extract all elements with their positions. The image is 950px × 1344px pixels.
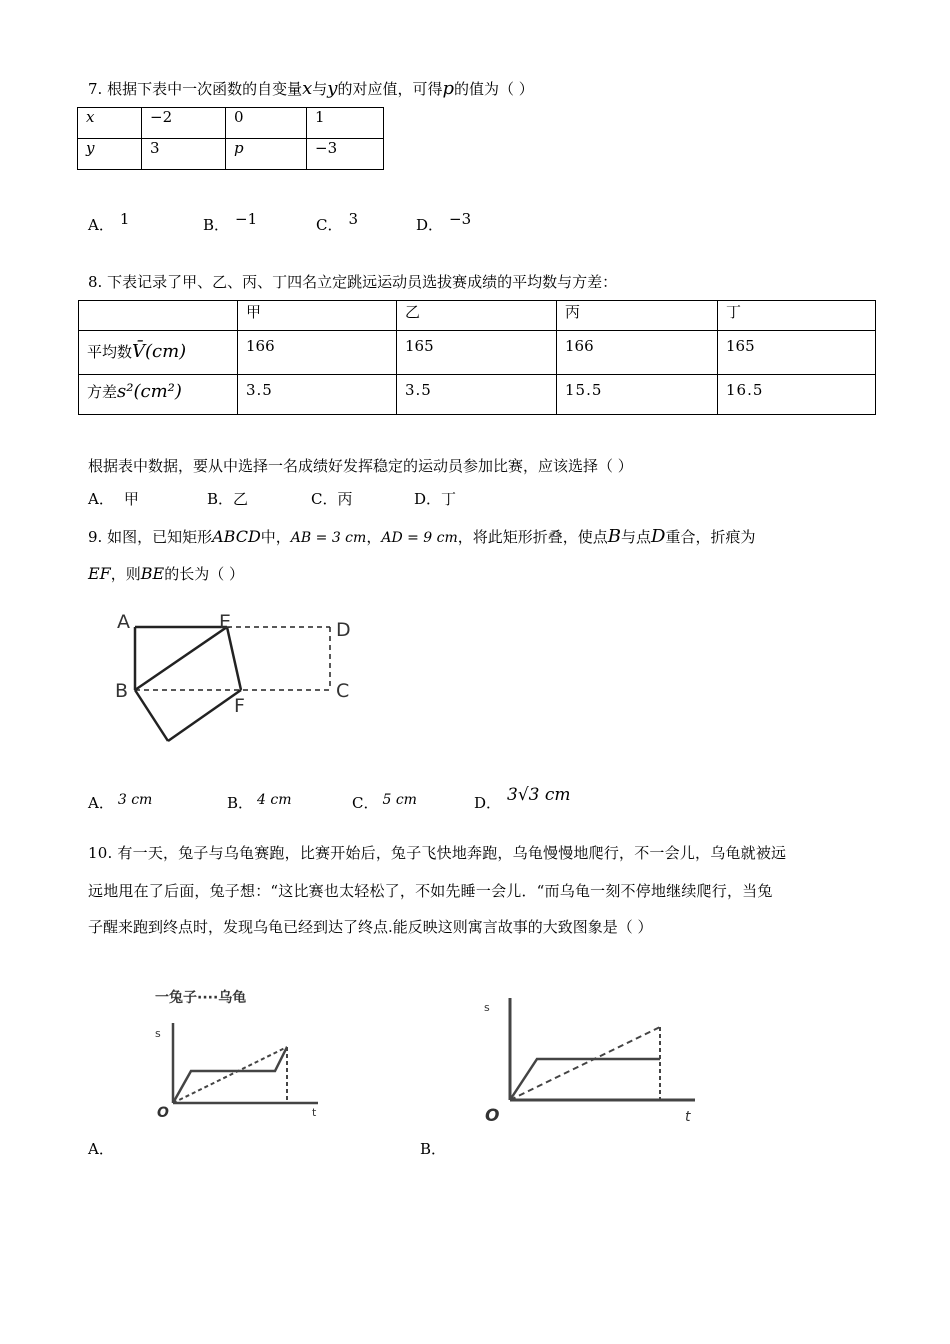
axis-s-label: s [155,1027,161,1040]
q9-option-c[interactable]: C． 5 cm [352,792,417,812]
q9-stem-line2: EF，则BE的长为（ ） [88,564,245,583]
edge-folded-1 [135,690,168,741]
q8-header: 乙 [397,301,557,331]
q8-var-cell: 16.5 [718,375,876,415]
q8-header: 甲 [238,301,397,331]
q9-stem-line1: 9. 如图，已知矩形ABCD中，AB = 3 cm，AD = 9 cm，将此矩形折叠，使点B与点D重合，折痕为 [88,526,756,547]
q9-option-d[interactable]: D． 3√3 cm [474,785,571,812]
q8-row-label: 方差s²(cm²) [79,375,238,415]
q10-stem-line1: 10. 有一天，兔子与乌龟赛跑，比赛开始后，兔子飞快地奔跑，乌龟慢慢地爬行，不一会儿，乌龟就被远 [88,844,787,862]
var-x: x [302,78,313,99]
q7-cell: 0 [226,108,307,139]
label-c: C [336,680,350,702]
q8-mean-cell: 165 [718,331,876,375]
q10-stem-line3: 子醒来跑到终点时，发现乌龟已经到达了终点.能反映这则寓言故事的大致图象是（ ） [88,918,653,936]
q8-question: 根据表中数据，要从中选择一名成绩好发挥稳定的运动员参加比赛，应该选择（ ） [88,457,633,475]
q9-option-a[interactable]: A． 3 cm [88,792,153,812]
q7-option-b[interactable]: B． −1 [203,210,258,234]
edge-be [135,627,227,690]
q7-cell: p [226,139,307,170]
q7-cell: −3 [307,139,384,170]
q7-option-a[interactable]: A． 1 [88,210,130,234]
q10-graph-b [475,990,705,1135]
hare-line [510,1059,660,1100]
q8-stem: 8. 下表记录了甲、乙、丙、丁四名立定跳远运动员选拔赛成绩的平均数与方差： [88,273,618,291]
q7-cell: y [78,139,142,170]
origin-label: O [485,1106,500,1126]
q7-stem: 7. 根据下表中一次函数的自变量x与y的对应值，可得p的值为（ ） [88,78,534,99]
edge-ef [227,627,241,690]
edge-folded-2 [168,690,241,741]
var-y: y [327,78,338,99]
q8-var-cell: 15.5 [557,375,718,415]
q7-cell: −2 [142,108,226,139]
q8-var-cell: 3.5 [238,375,397,415]
label-a: A [117,611,130,633]
q8-option-a[interactable]: A． 甲 [88,490,139,508]
q8-mean-cell: 166 [238,331,397,375]
graph-legend: 一兔子····乌龟 [155,990,247,1006]
q8-row-label: 平均数V̄(cm) [79,331,238,375]
q8-mean-cell: 165 [397,331,557,375]
q8-header: 丁 [718,301,876,331]
label-b: B [115,680,129,702]
q8-var-cell: 3.5 [397,375,557,415]
label-d: D [336,619,351,641]
q7-cell: 3 [142,139,226,170]
q8-option-b[interactable]: B．乙 [207,490,249,508]
q9-option-b[interactable]: B． 4 cm [227,792,292,812]
q10-option-a[interactable]: A． [88,1140,114,1158]
q10-option-b[interactable]: B． [420,1140,447,1158]
q8-mean-cell: 166 [557,331,718,375]
q8-option-d[interactable]: D．丁 [414,490,457,508]
origin-label: O [157,1105,169,1121]
label-e: E [219,611,232,633]
axis-t-label: t [312,1106,317,1119]
q7-cell: 1 [307,108,384,139]
var-p: p [442,78,454,99]
axis-t-label: t [685,1109,691,1125]
q10-graph-a [140,985,340,1125]
q7-option-d[interactable]: D． −3 [416,210,472,234]
q8-option-c[interactable]: C．丙 [311,490,353,508]
axis-s-label: s [484,1001,490,1014]
q8-header: 丙 [557,301,718,331]
label-f: F [234,695,245,717]
q7-option-c[interactable]: C． 3 [316,210,359,234]
q7-cell: x [78,108,142,139]
tortoise-line [510,1027,660,1100]
q10-stem-line2: 远地甩在了后面，兔子想：“这比赛也太轻松了，不如先睡一会儿．“而乌龟一刻不停地继续爬行，当兔 [88,882,773,900]
